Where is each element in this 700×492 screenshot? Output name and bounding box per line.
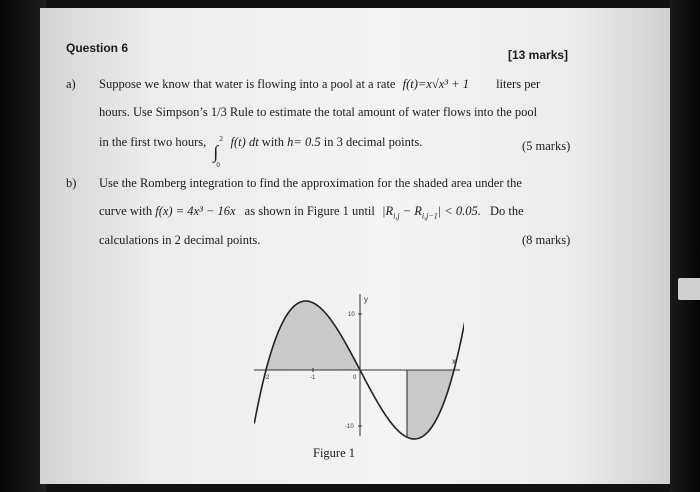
side-tab	[678, 278, 700, 300]
part-a-marks: (5 marks)	[522, 139, 571, 153]
x-tick-label-0: 0	[353, 375, 357, 381]
part-b-marks: (8 marks)	[522, 233, 571, 247]
part-b-label: b)	[66, 176, 77, 190]
function-expression: f(x) = 4x³ − 16x	[155, 204, 236, 218]
part-b-line3: calculations in 2 decimal points.	[99, 233, 261, 247]
part-a-line3-suffix: in 3 decimal points.	[323, 135, 423, 149]
question-title: Question 6	[66, 41, 129, 55]
part-b-line1: Use the Romberg integration to find the approximation for the shaded area under the	[99, 176, 522, 190]
monitor-bezel-right	[670, 0, 700, 492]
part-a-line2: hours. Use Simpson’s 1/3 Rule to estimate the total amount of water flows into the pool	[99, 105, 538, 119]
y-tick-label-10: 10	[348, 312, 355, 318]
part-a-line1-suffix: liters per	[496, 77, 541, 91]
y-axis-label: y	[364, 295, 368, 304]
rate-expression: f(t)=x√x³ + 1	[402, 77, 469, 91]
figure-1-graph	[254, 290, 464, 440]
x-axis-label: x	[452, 357, 456, 366]
part-b-line2-mid: as shown in Figure 1 until	[244, 204, 375, 218]
part-a-line3-prefix: in the first two hours,	[99, 135, 207, 149]
part-a-line1-prefix: Suppose we know that water is flowing into a pool at a rate	[99, 77, 396, 91]
y-tick-label-m10: -10	[345, 424, 354, 430]
part-a-line1	[99, 77, 540, 92]
figure-caption: Figure 1	[313, 446, 356, 460]
part-a-label: a)	[66, 77, 76, 91]
part-b-line2	[99, 204, 524, 221]
integral-lower-limit: 0	[216, 161, 220, 169]
question-marks: [13 marks]	[508, 48, 569, 62]
part-a-line3: in the first two hours, 2 ∫ 0 f(t) dt with h= 0.5 in 3 decimal points.	[99, 135, 423, 169]
part-a-with: with	[261, 135, 285, 149]
integral-expression: f(t) dt	[230, 135, 259, 149]
x-tick-label-m1: -1	[310, 375, 316, 381]
romberg-condition: $|R_{i,j} - R_{i,j-1}| < 0.05$.	[382, 204, 481, 221]
shaded-region-1	[266, 301, 360, 370]
integral-upper-limit: 2	[219, 135, 223, 143]
part-b-line2-suffix: Do the	[489, 204, 524, 218]
step-size: h= 0.5	[287, 135, 321, 149]
part-b-line2-prefix: curve with	[99, 204, 153, 218]
question-sheet	[40, 8, 670, 484]
x-tick-label-m2: -2	[264, 375, 270, 381]
